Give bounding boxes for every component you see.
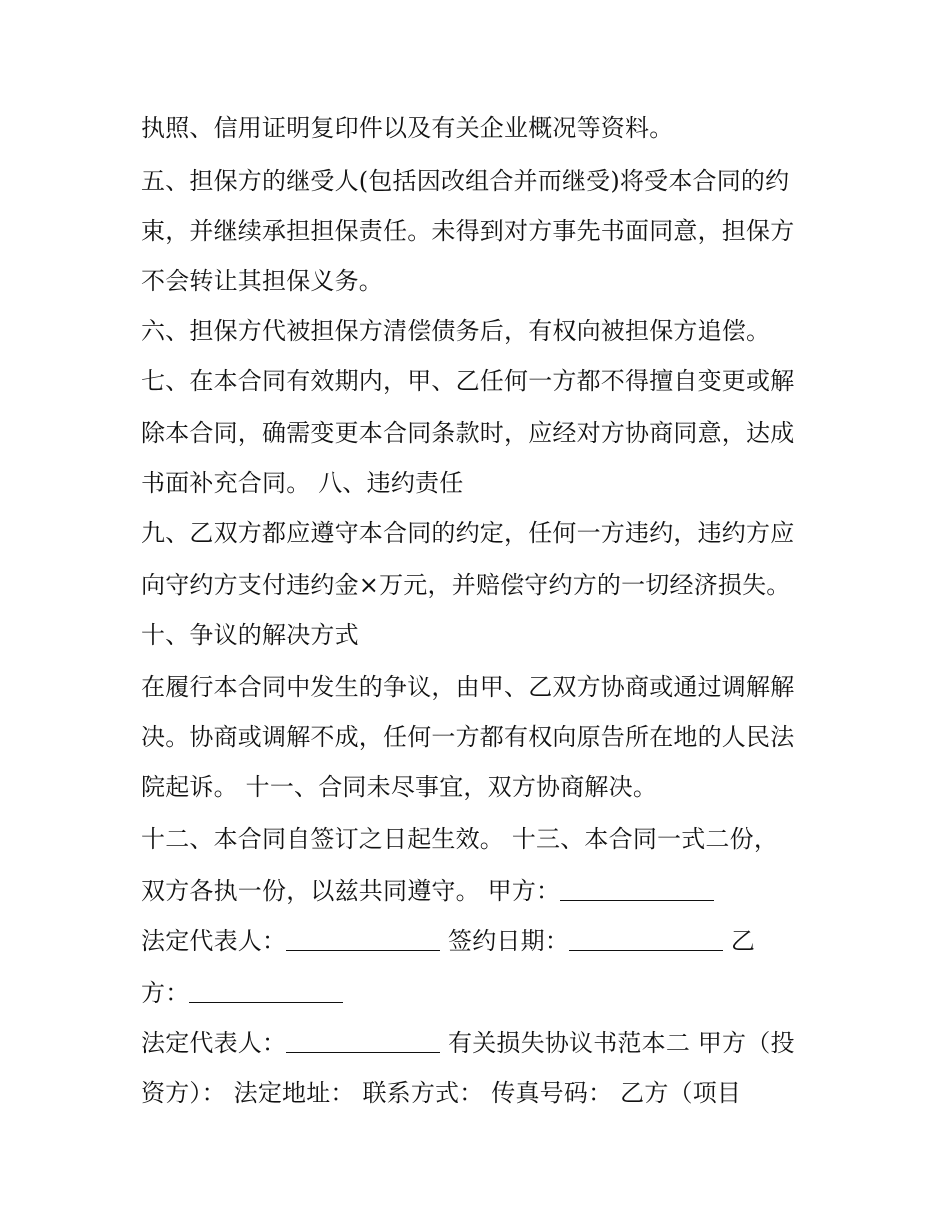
- text-line: 十、争议的解决方式: [141, 621, 359, 649]
- text-segment: 乙: [723, 927, 756, 955]
- signature-line-party-a: [141, 876, 821, 906]
- signature-line-representative-2: [141, 1028, 821, 1058]
- text-line: 在履行本合同中发生的争议，由甲、乙双方协商或通过调解解: [141, 673, 795, 701]
- representative-blank: [286, 928, 440, 951]
- representative-2-blank: [286, 1030, 440, 1053]
- text-segment: 签约日期：: [440, 927, 570, 955]
- text-line: 六、担保方代被担保方清偿债务后，有权向被担保方追偿。: [141, 317, 771, 345]
- text-line: 七、在本合同有效期内，甲、乙任何一方都不得擅自变更或解: [141, 367, 795, 395]
- text-line: 九、乙双方都应遵守本合同的约定，任何一方违约，违约方应: [141, 519, 795, 547]
- signature-line-party-b: [141, 978, 821, 1008]
- text-line: 院起诉。 十一、合同未尽事宜，双方协商解决。: [141, 773, 658, 801]
- text-segment: 方：: [141, 979, 190, 1007]
- sign-date-blank: [569, 928, 723, 951]
- text-segment: 双方各执一份，以兹共同遵守。 甲方：: [141, 877, 561, 905]
- text-line: 束，并继续承担担保责任。未得到对方事先书面同意，担保方: [141, 217, 795, 245]
- text-segment: 有关损失协议书范本二 甲方（投: [440, 1029, 795, 1057]
- party-b-blank: [189, 980, 343, 1003]
- text-line: 资方）： 法定地址： 联系方式： 传真号码： 乙方（项目: [141, 1079, 742, 1107]
- text-line: 向守约方支付违约金×万元，并赔偿守约方的一切经济损失。: [141, 571, 791, 599]
- text-line: 决。协商或调解不成，任何一方都有权向原告所在地的人民法: [141, 723, 795, 751]
- text-segment: 法定代表人：: [141, 1029, 287, 1057]
- text-line: 不会转让其担保义务。: [141, 267, 383, 295]
- party-a-blank: [560, 878, 714, 901]
- text-line: 执照、信用证明复印件以及有关企业概况等资料。: [141, 114, 674, 142]
- signature-line-representative-date: [141, 926, 821, 956]
- text-line: 除本合同，确需变更本合同条款时，应经对方协商同意，达成: [141, 419, 795, 447]
- text-line: 十二、本合同自签订之日起生效。 十三、本合同一式二份，: [141, 825, 779, 853]
- text-line: 五、担保方的继受人(包括因改组合并而继受)将受本合同的约: [141, 167, 790, 195]
- text-segment: 法定代表人：: [141, 927, 287, 955]
- text-line: 书面补充合同。 八、违约责任: [141, 469, 464, 497]
